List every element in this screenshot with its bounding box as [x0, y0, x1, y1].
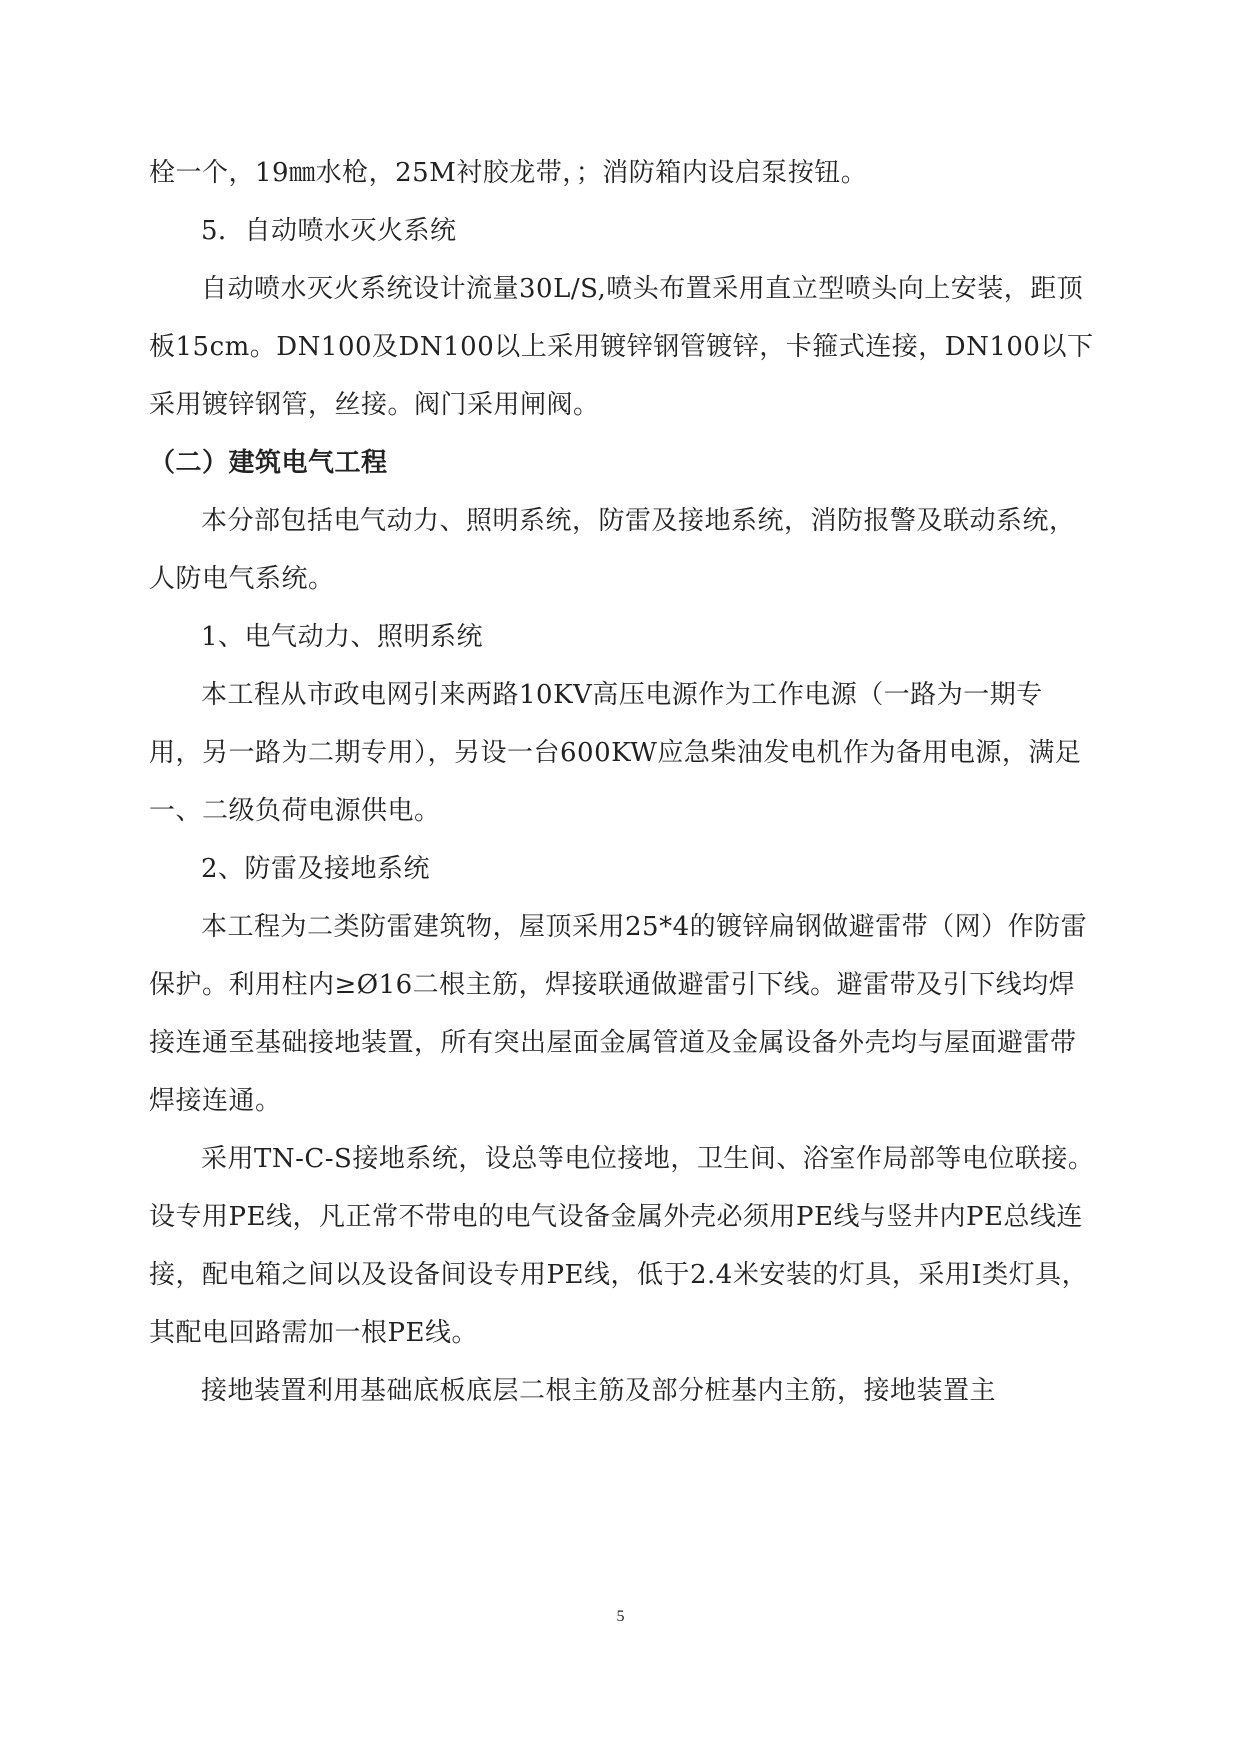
- section-title-sprinkler: 5．自动喷水灭火系统: [201, 216, 457, 246]
- section-title-power-lighting: 1、电气动力、照明系统: [201, 622, 484, 652]
- document-body: [149, 144, 1095, 1420]
- paragraph-grounding-device: 接地装置利用基础底板底层二根主筋及部分桩基内主筋，接地装置主: [201, 1376, 997, 1406]
- paragraph-sprinkler: 自动喷水灭火系统设计流量30L/S,喷头布置采用直立型喷头向上安装，距顶板15cm。DN100及DN100以上采用镀锌钢管镀锌，卡箍式连接，DN100以下采用镀锌钢管，丝接。阀门采用闸阀。: [149, 274, 1094, 420]
- paragraph-grounding-system: 采用TN-C-S接地系统，设总等电位接地，卫生间、浴室作局部等电位联接。设专用PE线，凡正常不带电的电气设备金属外壳必须用PE线与竖井内PE总线连接，配电箱之间以及设备间设专用PE线，低于2.4米安装的灯具，采用Ⅰ类灯具，其配电回路需加一根PE线。: [149, 1144, 1095, 1348]
- paragraph-lightning: 本工程为二类防雷建筑物，屋顶采用25*4的镀锌扁钢做避雷带（网）作防雷保护。利用柱内≥Ø16二根主筋，焊接联通做避雷引下线。避雷带及引下线均焊接连通至基础接地装置，所有突出屋面金属管道及金属设备外壳均与屋面避雷带焊接连通。: [149, 912, 1088, 1116]
- paragraph-scope: 本分部包括电气动力、照明系统，防雷及接地系统，消防报警及联动系统，人防电气系统。: [149, 506, 1076, 594]
- paragraph-power: 本工程从市政电网引来两路10KV高压电源作为工作电源（一路为一期专用，另一路为二期专用），另设一台600KW应急柴油发电机作为备用电源，满足一、二级负荷电源供电。: [149, 680, 1082, 826]
- paragraph-continuation: 栓一个，19㎜水枪，25M衬胶龙带，；消防箱内设启泵按钮。: [149, 158, 868, 188]
- section-title-lightning: 2、防雷及接地系统: [201, 854, 431, 884]
- page-number: 5: [616, 1608, 625, 1625]
- section-heading-electrical: （二）建筑电气工程: [149, 448, 388, 478]
